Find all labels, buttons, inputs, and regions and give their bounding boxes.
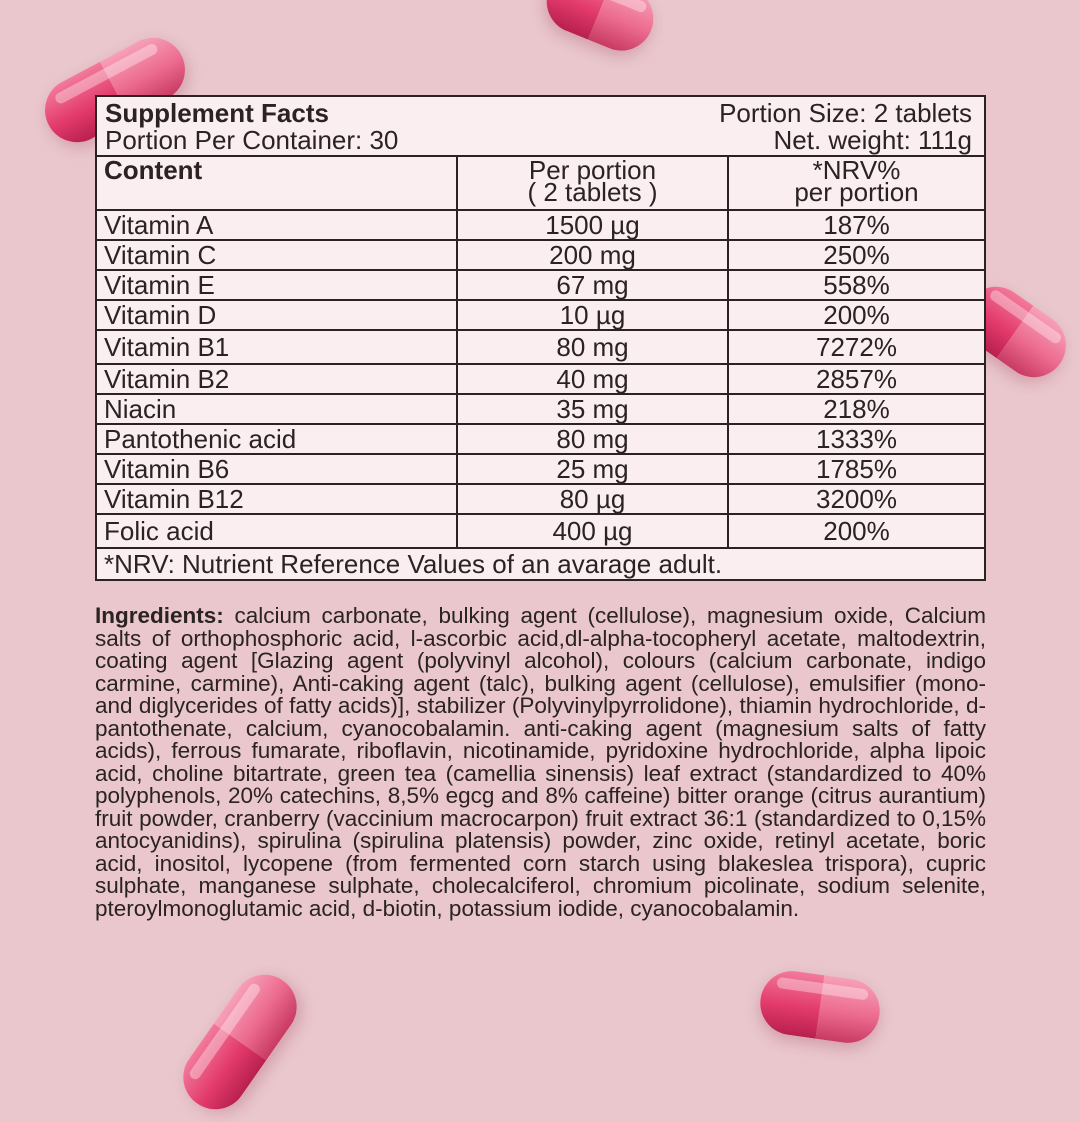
table-row bbox=[97, 330, 984, 364]
nutrient-amount: 25 mg bbox=[457, 454, 728, 484]
nutrient-nrv: 2857% bbox=[728, 364, 984, 394]
nutrient-name: Niacin bbox=[97, 394, 457, 424]
nutrient-amount: 1500 µg bbox=[457, 210, 728, 240]
nutrient-amount: 80 mg bbox=[457, 330, 728, 364]
column-header-content: Content bbox=[97, 157, 457, 210]
column-header-row bbox=[97, 157, 984, 210]
nutrient-nrv: 3200% bbox=[728, 484, 984, 514]
nutrient-name: Vitamin B1 bbox=[97, 330, 457, 364]
nutrient-name: Vitamin B6 bbox=[97, 454, 457, 484]
portion-size: Portion Size: 2 tablets bbox=[719, 98, 972, 128]
nutrient-amount: 200 mg bbox=[457, 240, 728, 270]
table-row bbox=[97, 424, 984, 454]
nutrient-nrv: 1333% bbox=[728, 424, 984, 454]
supplement-facts-panel bbox=[95, 95, 986, 581]
nutrient-nrv: 200% bbox=[728, 300, 984, 330]
table-row bbox=[97, 484, 984, 514]
nutrient-amount: 35 mg bbox=[457, 394, 728, 424]
nutrient-name: Folic acid bbox=[97, 514, 457, 548]
column-header-nrv: *NRV% per portion bbox=[728, 157, 984, 210]
table-row bbox=[97, 514, 984, 548]
nutrient-amount: 400 µg bbox=[457, 514, 728, 548]
ingredients-label: Ingredients: bbox=[95, 603, 224, 628]
table-row bbox=[97, 240, 984, 270]
nutrient-nrv: 250% bbox=[728, 240, 984, 270]
nutrient-nrv: 200% bbox=[728, 514, 984, 548]
ingredients-text: calcium carbonate, bulking agent (cellulose), magnesium oxide, Calcium salts of orthophosphoric acid, l-ascorbic acid,dl-alpha-tocopheryl acetate, maltodextrin, coating agent [Glazing agent (polyvinyl alcohol), colours (calcium carbonate, indigo carmine, carmine), Anti-caking agent (talc), bulking agent (cellulose), emulsifier (mono-and diglycerides of fatty acids)], stabilizer (Polyvinylpyrrolidone), thiamin hydrochloride, d-pantothenate, calcium, cyanocobalamin. anti-caking agent (magnesium salts of fatty acids), ferrous fumarate, riboflavin, nicotinamide, pyridoxine hydrochloride, alpha lipoic acid, choline bitartrate, green tea (camellia sinensis) leaf extract (standardized to 40% polyphenols, 20% catechins, 8,5% egcg and 8% caffeine) bitter orange (citrus aurantium) fruit powder, cranberry (vaccinium macrocarpon) fruit extract 36:1 (standardized to 0,15% antocyanidins), spirulina (spirulina platensis) powder, zinc oxide, retinyl acetate, boric acid, inositol, lycopene (from fermented corn starch using blakeslea trispora), cupric sulphate, manganese sulphate, cholecalciferol, chromium picolinate, sodium selenite, pteroylmonoglutamic acid, d-biotin, potassium iodide, cyanocobalamin. bbox=[95, 603, 986, 921]
nutrient-nrv: 187% bbox=[728, 210, 984, 240]
facts-header bbox=[97, 97, 984, 157]
nutrient-name: Vitamin B2 bbox=[97, 364, 457, 394]
column-header-per-portion: Per portion ( 2 tablets ) bbox=[457, 157, 728, 210]
nutrient-name: Vitamin E bbox=[97, 270, 457, 300]
nutrient-amount: 40 mg bbox=[457, 364, 728, 394]
nutrient-amount: 80 mg bbox=[457, 424, 728, 454]
nutrient-amount: 80 µg bbox=[457, 484, 728, 514]
nutrient-nrv: 1785% bbox=[728, 454, 984, 484]
table-row bbox=[97, 210, 984, 240]
nutrient-name: Vitamin B12 bbox=[97, 484, 457, 514]
nutrient-name: Vitamin D bbox=[97, 300, 457, 330]
table-row bbox=[97, 270, 984, 300]
table-row bbox=[97, 454, 984, 484]
nutrient-amount: 10 µg bbox=[457, 300, 728, 330]
capsule-image-bottom-right bbox=[756, 967, 884, 1047]
ingredients-paragraph bbox=[95, 605, 986, 920]
nutrient-nrv: 558% bbox=[728, 270, 984, 300]
nrv-footnote: *NRV: Nutrient Reference Values of an avarage adult. bbox=[97, 548, 984, 579]
nutrient-nrv: 7272% bbox=[728, 330, 984, 364]
portion-per-container: Portion Per Container: 30 bbox=[105, 125, 399, 155]
nutrient-name: Vitamin A bbox=[97, 210, 457, 240]
nutrient-name: Vitamin C bbox=[97, 240, 457, 270]
capsule-image-top-center bbox=[537, 0, 663, 60]
capsule-image-bottom-left bbox=[171, 962, 309, 1122]
table-row bbox=[97, 394, 984, 424]
nutrient-table bbox=[97, 157, 984, 579]
net-weight: Net. weight: 111g bbox=[773, 125, 972, 155]
nutrient-amount: 67 mg bbox=[457, 270, 728, 300]
facts-title: Supplement Facts bbox=[105, 98, 329, 128]
nutrient-nrv: 218% bbox=[728, 394, 984, 424]
table-row bbox=[97, 364, 984, 394]
nutrient-name: Pantothenic acid bbox=[97, 424, 457, 454]
table-row bbox=[97, 300, 984, 330]
footnote-row bbox=[97, 548, 984, 579]
